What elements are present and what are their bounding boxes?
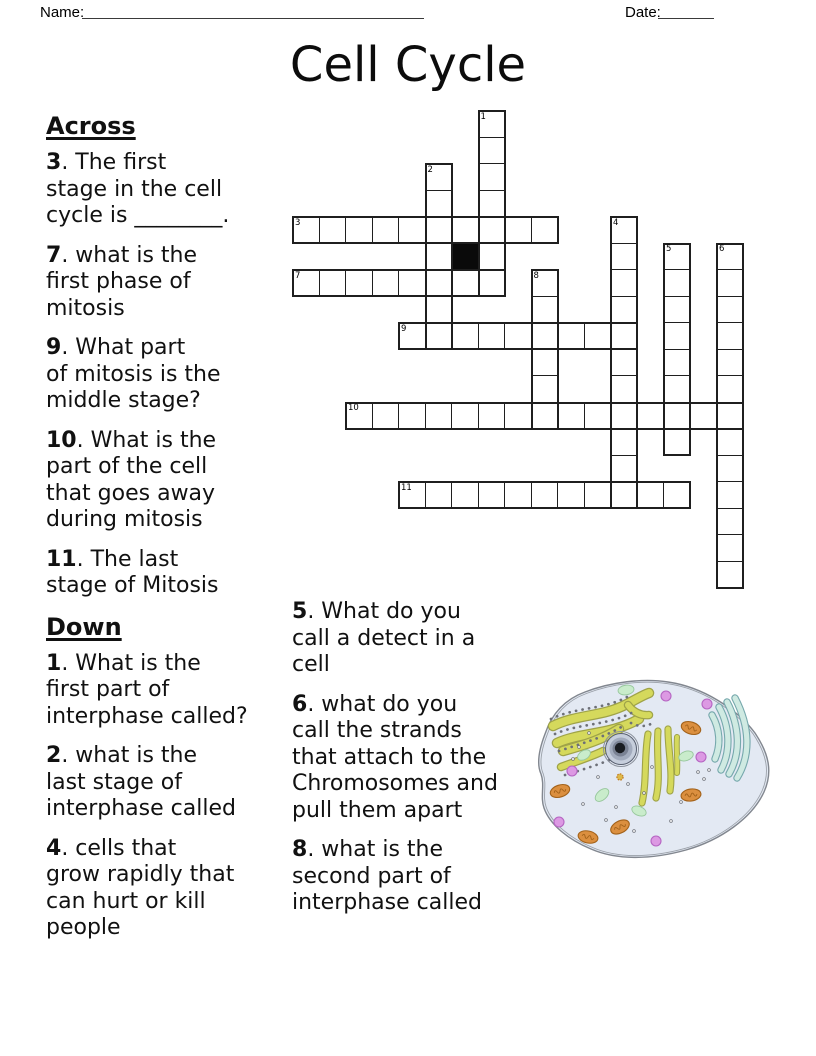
grid-cell xyxy=(319,216,347,244)
clue-line: of mitosis is the xyxy=(46,361,221,387)
grid-cell xyxy=(504,402,532,430)
page-title: Cell Cycle xyxy=(289,37,527,93)
golgi-apparatus xyxy=(642,729,677,803)
grid-cell xyxy=(610,322,638,350)
clue-10 xyxy=(46,428,291,534)
clue-text: . What do you xyxy=(307,599,461,624)
grid-cell xyxy=(663,481,691,509)
clue-8 xyxy=(292,837,537,917)
clue-number: 2 xyxy=(46,743,62,768)
grid-cell xyxy=(531,322,559,350)
clue-line xyxy=(46,743,291,770)
clue-line xyxy=(46,150,291,177)
grid-cell xyxy=(425,402,453,430)
grid-cell xyxy=(478,269,506,297)
clue-line xyxy=(46,428,291,455)
grid-cell xyxy=(716,428,744,456)
cell-number: 1 xyxy=(480,111,486,122)
grid-cell xyxy=(610,402,638,430)
grid-cell xyxy=(504,481,532,509)
grid-cell xyxy=(451,481,479,509)
grid-cell xyxy=(663,375,691,403)
grid-cell xyxy=(478,243,506,271)
grid-cell xyxy=(478,190,506,218)
grid-cell xyxy=(663,322,691,350)
clue-line xyxy=(46,547,291,574)
clue-line xyxy=(292,599,537,626)
clue-7 xyxy=(46,243,291,323)
clue-line: that goes away xyxy=(46,480,216,506)
clue-text: . The first xyxy=(61,150,167,175)
clue-line: Chromosomes and xyxy=(292,771,498,796)
black-cell xyxy=(451,243,479,271)
grid-cell xyxy=(425,296,453,324)
clue-text: . what is the xyxy=(307,837,444,862)
grid-cell xyxy=(610,349,638,377)
clue-line: pull them apart xyxy=(292,797,463,823)
grid-cell xyxy=(372,402,400,430)
grid-cell xyxy=(345,216,373,244)
down-heading: Down xyxy=(46,612,122,641)
grid-cell xyxy=(663,296,691,324)
clue-text: . cells that xyxy=(61,835,177,861)
grid-cell xyxy=(716,375,744,403)
cell-number: 7 xyxy=(295,270,301,281)
cell-number: 8 xyxy=(533,270,539,281)
clue-1 xyxy=(46,651,291,731)
grid-cell xyxy=(398,269,426,297)
clue-number: 8 xyxy=(292,837,308,862)
animal-cell-illustration xyxy=(531,671,781,867)
clue-line: first phase of xyxy=(46,269,191,294)
clue-number: 10 xyxy=(46,427,77,453)
grid-cell xyxy=(716,296,744,324)
cell-number: 3 xyxy=(295,217,301,228)
nucleus xyxy=(604,732,639,767)
grid-cell xyxy=(451,322,479,350)
clue-4 xyxy=(46,836,291,942)
grid-cell xyxy=(610,428,638,456)
grid-cell xyxy=(478,137,506,165)
clue-2 xyxy=(46,743,291,823)
cell-number: 5 xyxy=(666,244,672,254)
grid-cell xyxy=(372,269,400,297)
grid-cell xyxy=(610,269,638,297)
grid-cell xyxy=(531,481,559,509)
date-label: Date: xyxy=(625,4,661,21)
grid-cell xyxy=(637,402,665,430)
grid-cell xyxy=(478,163,506,191)
clue-line xyxy=(292,692,537,719)
clue-line: during mitosis xyxy=(46,507,203,532)
grid-cell xyxy=(610,296,638,324)
down-clue-list-left xyxy=(46,651,291,942)
grid-cell xyxy=(716,402,744,430)
clue-line: part of the cell xyxy=(46,454,208,479)
grid-cell xyxy=(610,375,638,403)
clue-line: first part of xyxy=(46,677,170,702)
clue-line xyxy=(292,837,537,864)
grid-cell xyxy=(584,481,612,509)
cell-number: 11 xyxy=(401,482,412,493)
grid-cell xyxy=(425,190,453,218)
grid-cell xyxy=(716,322,744,350)
grid-cell xyxy=(663,428,691,456)
across-heading: Across xyxy=(46,112,136,140)
grid-cell xyxy=(425,322,453,350)
clue-line: second part of xyxy=(292,863,451,889)
clue-line: interphase called xyxy=(46,796,236,821)
clue-text: . What is the xyxy=(61,650,201,676)
clue-text: . What part xyxy=(61,335,186,360)
clue-line: last stage of xyxy=(46,769,182,795)
grid-cell xyxy=(716,561,744,589)
clue-number: 4 xyxy=(46,835,62,861)
cell-number: 4 xyxy=(613,217,619,228)
grid-cell xyxy=(716,349,744,377)
name-blank-line xyxy=(82,3,424,19)
down-clue-list-middle xyxy=(292,599,537,917)
clue-number: 11 xyxy=(46,546,77,572)
grid-cell xyxy=(398,402,426,430)
name-label: Name: xyxy=(40,4,85,21)
clue-number: 5 xyxy=(292,599,308,624)
clue-11 xyxy=(46,547,291,600)
grid-cell xyxy=(451,269,479,297)
clue-text: . what is the xyxy=(61,242,198,268)
grid-cell xyxy=(637,481,665,509)
grid-cell xyxy=(531,402,559,430)
grid-cell xyxy=(504,216,532,244)
clue-line: that attach to the xyxy=(292,744,487,770)
clue-line: grow rapidly that xyxy=(46,862,235,887)
grid-cell xyxy=(716,481,744,509)
clue-line: cycle is ________. xyxy=(46,203,230,228)
clue-9 xyxy=(46,335,291,415)
grid-cell xyxy=(478,402,506,430)
clue-line: cell xyxy=(292,652,330,677)
clue-number: 3 xyxy=(46,150,62,175)
grid-cell xyxy=(716,508,744,536)
grid-cell xyxy=(531,296,559,324)
clue-6 xyxy=(292,692,537,825)
clue-line: middle stage? xyxy=(46,388,201,413)
grid-cell xyxy=(451,402,479,430)
clue-line: call the strands xyxy=(292,718,462,743)
across-clue-list xyxy=(46,150,291,600)
grid-cell xyxy=(478,216,506,244)
grid-cell xyxy=(531,349,559,377)
grid-cell xyxy=(584,322,612,350)
grid-cell xyxy=(716,269,744,297)
clue-line: call a detect in a xyxy=(292,625,476,651)
grid-cell xyxy=(690,402,718,430)
clue-text: . What is the xyxy=(76,427,217,453)
clue-line: stage in the cell xyxy=(46,176,223,202)
cell-number: 10 xyxy=(348,403,359,413)
clue-number: 7 xyxy=(46,242,62,268)
grid-cell xyxy=(345,269,373,297)
clue-line: interphase called xyxy=(292,890,482,915)
grid-cell xyxy=(319,269,347,297)
clue-text: . what do you xyxy=(307,691,458,717)
grid-cell xyxy=(504,322,532,350)
clue-line xyxy=(46,836,291,863)
clue-line xyxy=(46,243,291,270)
clue-number: 1 xyxy=(46,650,62,676)
grid-cell xyxy=(716,455,744,483)
grid-cell xyxy=(451,216,479,244)
clue-line: people xyxy=(46,915,121,940)
grid-cell xyxy=(716,534,744,562)
left-clue-column xyxy=(46,112,291,955)
grid-cell xyxy=(425,269,453,297)
middle-clue-column xyxy=(292,599,537,930)
grid-cell xyxy=(663,269,691,297)
grid-cell xyxy=(557,402,585,430)
grid-cell xyxy=(425,243,453,271)
grid-cell xyxy=(557,481,585,509)
grid-cell xyxy=(610,481,638,509)
clue-3 xyxy=(46,150,291,230)
clue-line: can hurt or kill xyxy=(46,888,206,914)
clue-line: mitosis xyxy=(46,295,125,321)
date-blank-line xyxy=(658,3,714,19)
grid-cell xyxy=(372,216,400,244)
grid-cell xyxy=(425,481,453,509)
clue-number: 9 xyxy=(46,335,62,360)
grid-cell xyxy=(531,216,559,244)
grid-cell xyxy=(478,481,506,509)
cell-number: 9 xyxy=(401,323,407,334)
grid-cell xyxy=(663,349,691,377)
grid-cell xyxy=(584,402,612,430)
clue-line: interphase called? xyxy=(46,703,248,729)
clue-line: stage of Mitosis xyxy=(46,573,219,598)
grid-cell xyxy=(610,243,638,271)
grid-cell xyxy=(478,322,506,350)
clue-5 xyxy=(292,599,537,679)
grid-cell xyxy=(425,216,453,244)
cell-number: 2 xyxy=(427,164,433,175)
centriole xyxy=(617,774,623,780)
clue-line xyxy=(46,335,291,362)
clue-number: 6 xyxy=(292,691,308,717)
grid-cell xyxy=(531,375,559,403)
grid-cell xyxy=(557,322,585,350)
cell-number: 6 xyxy=(719,244,725,254)
grid-cell xyxy=(663,402,691,430)
clue-text: . The last xyxy=(76,546,179,572)
clue-text: . what is the xyxy=(61,743,198,768)
clue-line xyxy=(46,651,291,678)
grid-cell xyxy=(610,455,638,483)
grid-cell xyxy=(398,216,426,244)
